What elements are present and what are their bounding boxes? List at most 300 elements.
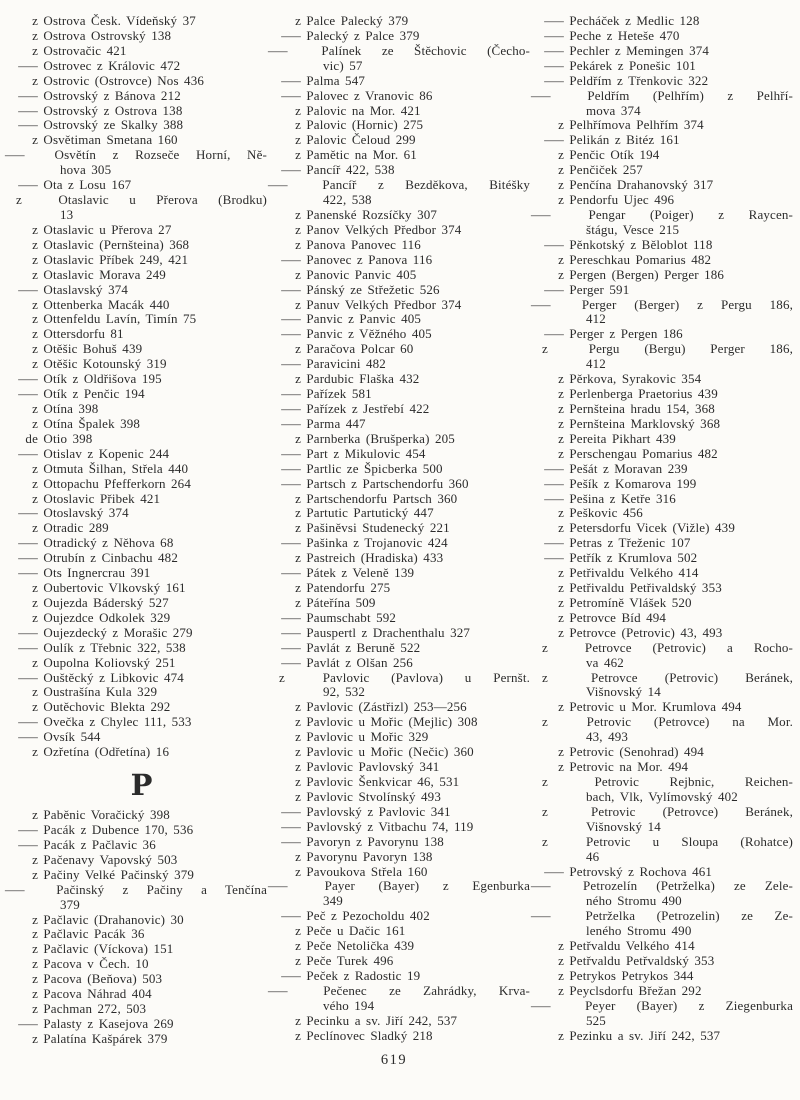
entry-line: z Otoslavic Přibek 421 (16, 492, 267, 507)
entry-line: z Partschendorfu Partsch 360 (279, 492, 530, 507)
index-entry (542, 432, 793, 447)
entry-line: — Petras z Třeženic 107 (542, 536, 793, 551)
index-entry (279, 745, 530, 760)
entry-prefix: z (558, 565, 564, 581)
entry-line: z Ottersdorfu 81 (16, 327, 267, 342)
entry-prefix: — (281, 27, 301, 43)
entry-prefix: z (295, 759, 301, 775)
entry-prefix: — (281, 386, 301, 402)
entry-line: — Ostrovský z Bánova 212 (16, 89, 267, 104)
entry-prefix: — (18, 57, 38, 73)
index-entry (16, 268, 267, 283)
entry-prefix: z (32, 926, 38, 942)
entry-prefix: z (558, 371, 564, 387)
index-entry (279, 447, 530, 462)
index-entry (16, 89, 267, 104)
entry-prefix: — (281, 624, 301, 640)
entry-line: — Peldřím (Pelhřím) z Pelhří- (531, 87, 793, 103)
entry-prefix: z (32, 266, 38, 282)
entry-prefix: z (295, 744, 301, 760)
entry-continuation-line: 379 (60, 896, 80, 912)
entry-prefix: — (5, 881, 25, 897)
index-entry (5, 881, 267, 913)
entry-line: z Peče Netolička 439 (279, 939, 530, 954)
entry-prefix: z (558, 177, 564, 193)
entry-line: z Perschengau Pomarius 482 (542, 447, 793, 462)
entry-prefix: z (295, 520, 301, 536)
entry-continuation-line: štágu, Vesce 215 (586, 221, 680, 237)
entry-prefix: — (544, 132, 564, 148)
entry-line: z Penčiček 257 (542, 163, 793, 178)
entry-line: — Perger z Pergen 186 (542, 327, 793, 342)
entry-line: — Ovečka z Chylec 111, 533 (16, 715, 267, 730)
entry-prefix: — (18, 281, 38, 297)
index-entry (16, 298, 267, 313)
entry-prefix: z (295, 132, 301, 148)
entry-prefix: — (544, 490, 564, 506)
index-entry (279, 820, 530, 835)
index-entry (279, 477, 530, 492)
entry-prefix: z (32, 221, 38, 237)
index-entry (279, 238, 530, 253)
index-entry (542, 29, 793, 44)
index-entry (16, 730, 267, 745)
entry-line: z Otaslavic Příbek 249, 421 (16, 253, 267, 268)
index-entry (279, 268, 530, 283)
entry-prefix: z (32, 296, 38, 312)
index-entry (279, 402, 530, 417)
index-entry (16, 1002, 267, 1017)
index-entry (16, 29, 267, 44)
index-entry (542, 566, 793, 581)
entry-line: — Ota z Losu 167 (16, 178, 267, 193)
entry-line: z Ottenberka Macák 440 (16, 298, 267, 313)
entry-prefix: — (5, 147, 25, 163)
entry-prefix: — (281, 654, 301, 670)
entry-line: z Otradic 289 (16, 521, 267, 536)
index-entry (279, 104, 530, 119)
entry-line: — Part z Mikulovic 454 (279, 447, 530, 462)
entry-prefix: — (281, 251, 301, 267)
entry-line: z Paračova Polcar 60 (279, 342, 530, 357)
entry-line: z Ostrovačic 421 (16, 44, 267, 59)
entry-line: z Palce Palecký 379 (279, 14, 530, 29)
entry-line: — Peček z Radostic 19 (279, 969, 530, 984)
entry-prefix: — (544, 281, 564, 297)
entry-prefix: z (295, 102, 301, 118)
entry-line: z Otaslavic u Přerova (Brodku) (16, 192, 267, 208)
entry-prefix: z (542, 714, 548, 730)
entry-prefix: — (281, 475, 301, 491)
index-entry (16, 223, 267, 238)
entry-prefix: — (18, 714, 38, 730)
index-entry (16, 581, 267, 596)
entry-line: z Otěšic Bohuš 439 (16, 342, 267, 357)
entry-prefix: z (32, 72, 38, 88)
entry-line: — Otrubín z Cinbachu 482 (16, 551, 267, 566)
entry-line: z Petrovic (Petrovce) na Mor. (542, 714, 793, 730)
entry-line: z Panuv Velkých Předbor 374 (279, 298, 530, 313)
entry-prefix: — (18, 624, 38, 640)
index-entry (531, 878, 793, 909)
entry-prefix: — (531, 908, 551, 924)
entry-line: z Ottopachu Pfefferkorn 264 (16, 477, 267, 492)
entry-line: — Palecký z Palce 379 (279, 29, 530, 44)
entry-continuation-line: 92, 532 (323, 684, 366, 700)
entry-continuation-line: 412 (586, 311, 606, 327)
entry-line: z Pavoukova Střela 160 (279, 865, 530, 880)
index-entry (16, 342, 267, 357)
entry-prefix: z (558, 266, 564, 282)
index-entry (542, 492, 793, 507)
entry-prefix: — (281, 400, 301, 416)
index-entry (542, 551, 793, 566)
index-entry (16, 611, 267, 626)
entry-line: z Pašiněvsi Studenecký 221 (279, 521, 530, 536)
index-entry (542, 327, 793, 342)
entry-prefix: z (32, 851, 38, 867)
entry-prefix: z (542, 639, 548, 655)
entry-prefix: z (295, 266, 301, 282)
entry-line: z Pacova Náhrad 404 (16, 987, 267, 1002)
index-entry (542, 805, 793, 835)
index-entry (542, 775, 793, 805)
index-entry (279, 805, 530, 820)
entry-line: z Panovic Panvic 405 (279, 268, 530, 283)
index-entry (542, 1029, 793, 1044)
entry-prefix: z (32, 609, 38, 625)
entry-line: z Petrovic u Mor. Krumlova 494 (542, 700, 793, 715)
entry-prefix: — (281, 445, 301, 461)
index-entry (279, 1014, 530, 1029)
entry-prefix: — (281, 818, 301, 834)
index-entry (279, 163, 530, 178)
entry-prefix: z (32, 986, 38, 1002)
index-entry (279, 626, 530, 641)
index-entry (279, 939, 530, 954)
entry-prefix: — (268, 177, 288, 193)
entry-line: z Pavlovic Stvolínský 493 (279, 790, 530, 805)
entry-prefix: z (32, 911, 38, 927)
entry-line: z Petrovce Bíd 494 (542, 611, 793, 626)
entry-prefix: — (544, 57, 564, 73)
entry-line: — Petrovský z Rochova 461 (542, 865, 793, 880)
entry-prefix: — (544, 27, 564, 43)
index-column-3 (531, 13, 793, 1047)
entry-prefix: z (32, 42, 38, 58)
entry-prefix: z (295, 341, 301, 357)
entry-prefix: — (281, 281, 301, 297)
entry-line: — Petrželka (Petrozelin) ze Ze- (531, 908, 793, 924)
index-entry (279, 760, 530, 775)
entry-line: z Pereschkau Pomarius 482 (542, 253, 793, 268)
entry-line: — Perger 591 (542, 283, 793, 298)
entry-prefix: z (295, 13, 301, 28)
entry-line: — Pavoryn z Pavorynu 138 (279, 835, 530, 850)
entry-continuation-line: mova 374 (586, 102, 641, 118)
entry-prefix: — (18, 565, 38, 581)
entry-continuation-line: 13 (60, 206, 74, 222)
entry-prefix: z (295, 296, 301, 312)
index-entry (542, 671, 793, 701)
entry-continuation-line: 46 (586, 848, 600, 864)
entry-line: — Pešát z Moravan 239 (542, 462, 793, 477)
index-entry (268, 177, 530, 208)
entry-prefix: — (18, 102, 38, 118)
index-entry (16, 447, 267, 462)
entry-line: z Osvětiman Smetana 160 (16, 133, 267, 148)
entry-line: z Petrovce (Petrovic) 43, 493 (542, 626, 793, 641)
entry-continuation-line: 525 (586, 1012, 606, 1028)
entry-line: z Pačenavy Vapovský 503 (16, 853, 267, 868)
entry-prefix: z (295, 1027, 301, 1043)
entry-line: z Ostrovic (Ostrovce) Nos 436 (16, 74, 267, 89)
entry-line: — Pačinský z Pačiny a Tenčína (5, 881, 267, 897)
entry-line: — Pelikán z Bitéz 161 (542, 133, 793, 148)
entry-line: — Palovec z Vranovic 86 (279, 89, 530, 104)
entry-prefix: — (281, 535, 301, 551)
entry-prefix: — (544, 460, 564, 476)
entry-prefix: z (295, 490, 301, 506)
entry-prefix: z (558, 400, 564, 416)
entry-prefix: z (295, 206, 301, 222)
entry-line: z Ostrova Ostrovský 138 (16, 29, 267, 44)
index-entry (279, 342, 530, 357)
entry-prefix: — (281, 415, 301, 431)
entry-line: z Petřivaldu Petřivaldský 353 (542, 581, 793, 596)
entry-prefix: z (295, 953, 301, 969)
index-entry (542, 118, 793, 133)
index-entry (16, 942, 267, 957)
index-entry (542, 447, 793, 462)
entry-line: z Otaslavic u Přerova 27 (16, 223, 267, 238)
entry-prefix: z (295, 1012, 301, 1028)
index-entry (279, 835, 530, 850)
entry-prefix: — (544, 550, 564, 566)
entry-line: z Penčic Otík 194 (542, 148, 793, 163)
entry-prefix: z (558, 759, 564, 775)
entry-prefix: z (558, 953, 564, 969)
entry-prefix: z (558, 580, 564, 596)
index-entry (279, 730, 530, 745)
index-entry (542, 506, 793, 521)
entry-line: — Osvětín z Rozseče Horní, Ně- (5, 147, 267, 163)
index-entry (542, 581, 793, 596)
entry-line: z Petřvaldu Velkého 414 (542, 939, 793, 954)
entry-prefix: z (32, 13, 38, 28)
entry-line: — Pešík z Komarova 199 (542, 477, 793, 492)
entry-line: — Ovsík 544 (16, 730, 267, 745)
entry-line: z Otaslavic Morava 249 (16, 268, 267, 283)
index-entry (279, 521, 530, 536)
entry-line: z Petrovce (Petrovic) a Rocho- (542, 639, 793, 655)
entry-line: — Partlic ze Špicberka 500 (279, 462, 530, 477)
entry-prefix: z (542, 341, 548, 357)
index-entry (279, 14, 530, 29)
index-entry (16, 477, 267, 492)
entry-line: — Peche z Heteše 470 (542, 29, 793, 44)
entry-prefix: z (542, 803, 548, 819)
entry-line: z Pernšteina hradu 154, 368 (542, 402, 793, 417)
entry-line: — Panvic z Věžného 405 (279, 327, 530, 342)
entry-prefix: — (18, 371, 38, 387)
entry-prefix: z (295, 774, 301, 790)
entry-line: — Pengar (Poiger) z Raycen- (531, 206, 793, 222)
index-entry (542, 44, 793, 59)
entry-line: — Pauspertl z Drachenthalu 327 (279, 626, 530, 641)
index-entry (16, 506, 267, 521)
index-entry (542, 268, 793, 283)
entry-line: — Ostrovský z Ostrova 138 (16, 104, 267, 119)
entry-prefix: z (32, 520, 38, 536)
entry-prefix: z (295, 117, 301, 133)
entry-line: — Otradický z Něhova 68 (16, 536, 267, 551)
entry-prefix: — (544, 326, 564, 342)
entry-line: — Otaslavský 374 (16, 283, 267, 298)
entry-line: — Paumschabt 592 (279, 611, 530, 626)
index-entry (542, 253, 793, 268)
index-entry (16, 671, 267, 686)
entry-prefix: z (558, 505, 564, 521)
index-entry (16, 838, 267, 853)
index-entry (16, 372, 267, 387)
entry-line: z Pačlavic (Víckova) 151 (16, 942, 267, 957)
index-entry (531, 87, 793, 119)
entry-line: z Pačlavic (Drahanovic) 30 (16, 913, 267, 928)
entry-prefix: z (32, 699, 38, 715)
index-entry (279, 74, 530, 89)
entry-line: — Partsch z Partschendorfu 360 (279, 477, 530, 492)
entry-line: z Pastreich (Hradiska) 433 (279, 551, 530, 566)
entry-line: — Otík z Oldřišova 195 (16, 372, 267, 387)
entry-continuation-line: 349 (323, 893, 343, 909)
index-entry (16, 913, 267, 928)
index-entry (279, 671, 530, 701)
index-entry (16, 987, 267, 1002)
index-entry (279, 700, 530, 715)
entry-line: z Pavlovic u Mořic (Nečic) 360 (279, 745, 530, 760)
index-column-1 (5, 13, 267, 1047)
index-entry (279, 924, 530, 939)
section-heading: P (130, 768, 153, 803)
entry-prefix: z (32, 400, 38, 416)
entry-prefix: z (295, 505, 301, 521)
entry-line: z Petrovic (Petrovce) Beránek, (542, 803, 793, 819)
entry-prefix: z (558, 968, 564, 983)
index-entry (542, 387, 793, 402)
entry-prefix: z (295, 594, 301, 610)
index-entry (16, 853, 267, 868)
page-number: 619 (380, 1052, 408, 1068)
entry-prefix: z (295, 236, 301, 252)
entry-prefix: — (18, 445, 38, 461)
entry-prefix: z (558, 609, 564, 625)
entry-prefix: — (18, 550, 38, 566)
entry-line: — Petřík z Krumlova 502 (542, 551, 793, 566)
entry-line: — Ouštěcký z Libkovic 474 (16, 671, 267, 686)
entry-prefix: — (281, 639, 301, 655)
index-entry (279, 208, 530, 223)
entry-line: z Petřvaldu Petřvaldský 353 (542, 954, 793, 969)
entry-prefix: z (295, 848, 301, 864)
index-entry (542, 760, 793, 775)
index-entry (16, 238, 267, 253)
entry-prefix: — (544, 863, 564, 879)
index-entry (531, 997, 793, 1029)
index-entry (16, 312, 267, 327)
entry-continuation-line: 43, 493 (586, 729, 629, 745)
entry-prefix: z (558, 744, 564, 760)
entry-line: z Petrovce (Petrovic) Beránek, (542, 669, 793, 685)
entry-prefix: — (18, 535, 38, 551)
entry-prefix: — (18, 117, 38, 133)
entry-line: z Palatína Kašpárek 379 (16, 1032, 267, 1047)
index-entry (16, 566, 267, 581)
entry-prefix: — (281, 162, 301, 178)
index-entry (16, 462, 267, 477)
entry-prefix: z (32, 460, 38, 476)
entry-line: z Pavlovic (Zástřizl) 253—256 (279, 700, 530, 715)
index-entry (279, 551, 530, 566)
index-entry (542, 984, 793, 999)
entry-prefix: z (295, 430, 301, 446)
entry-prefix: z (295, 699, 301, 715)
entry-line: — Palínek ze Štěchovic (Čecho- (268, 42, 530, 58)
entry-line: z Outěchovic Blekta 292 (16, 700, 267, 715)
index-column-2 (268, 13, 530, 1047)
entry-line: z Palovic (Hornic) 275 (279, 118, 530, 133)
index-entry (279, 327, 530, 342)
entry-prefix: — (18, 177, 38, 193)
entry-line: z Panov Velkých Předbor 374 (279, 223, 530, 238)
entry-line: — Pánský ze Střežetic 526 (279, 283, 530, 298)
entry-line: z Peškovic 456 (542, 506, 793, 521)
index-entry (542, 477, 793, 492)
entry-line: z Paběnic Voračický 398 (16, 808, 267, 823)
entry-line: z Otína 398 (16, 402, 267, 417)
entry-prefix: — (544, 535, 564, 551)
index-entry (542, 611, 793, 626)
index-entry (542, 417, 793, 432)
entry-line: — Pavlát z Olšan 256 (279, 656, 530, 671)
index-entry (16, 685, 267, 700)
index-entry (16, 715, 267, 730)
index-entry (542, 14, 793, 29)
index-entry (268, 42, 530, 74)
entry-line: — Peyer (Bayer) z Ziegenburka (531, 997, 793, 1013)
entry-prefix: — (531, 997, 551, 1013)
index-entry (16, 536, 267, 551)
entry-prefix: z (558, 624, 564, 640)
entry-line: — Pátek z Veleně 139 (279, 566, 530, 581)
entry-line: z Pacova (Beňova) 503 (16, 972, 267, 987)
entry-prefix: z (295, 729, 301, 745)
entry-prefix: — (531, 206, 551, 222)
entry-line: z Pardubic Flaška 432 (279, 372, 530, 387)
entry-line: z Otaslavic (Pernšteina) 368 (16, 238, 267, 253)
entry-prefix: — (531, 296, 551, 312)
entry-prefix: — (281, 609, 301, 625)
entry-prefix: z (295, 580, 301, 596)
entry-continuation-line: vého 194 (323, 997, 375, 1013)
index-entry (279, 133, 530, 148)
entry-prefix: z (32, 251, 38, 267)
entry-continuation-line: bach, Vlk, Vylímovský 402 (586, 788, 738, 804)
entry-prefix: — (281, 311, 301, 327)
entry-line: z Pezinku a sv. Jiří 242, 537 (542, 1029, 793, 1044)
index-entry (542, 939, 793, 954)
index-entry (16, 492, 267, 507)
